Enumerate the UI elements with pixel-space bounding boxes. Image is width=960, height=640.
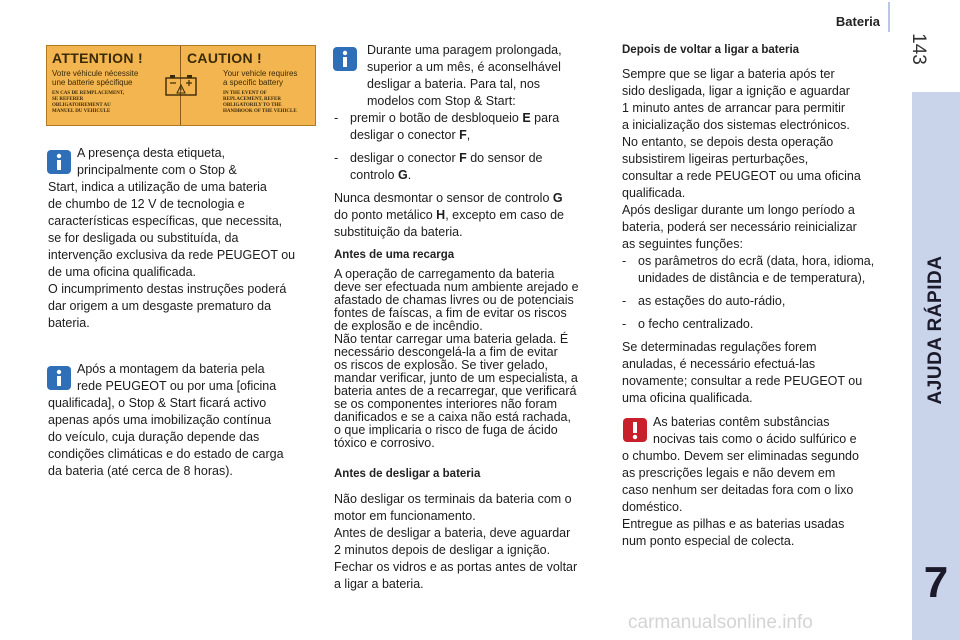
body-line: qualificada.	[622, 186, 686, 200]
label-left-small-line: MANUEL DU VEHICULE	[52, 109, 111, 114]
note-line: as prescrições legais e não devem em	[622, 466, 836, 480]
note-line: principalmente com o Stop &	[77, 163, 237, 177]
body-line: subsistirem ligeiras perturbações,	[622, 152, 809, 166]
step-letter: F	[459, 128, 467, 142]
note-line: intervenção exclusiva da rede PEUGEOT ou	[48, 248, 296, 262]
body-line: Antes de desligar a bateria, deve aguardar	[334, 526, 571, 540]
header-divider	[888, 2, 890, 32]
body-line: a inicialização dos sistemas electrónicos.	[622, 118, 850, 132]
note-line: caso nenhum ser deitadas fora com o lixo	[622, 483, 854, 497]
label-left-sub-line: Votre véhicule nécessite	[52, 69, 139, 78]
body-line: o que implicaria o risco de fuga de ácido	[334, 423, 558, 437]
step-text: premir o botão de desbloqueio	[350, 111, 523, 125]
page-number: 143	[908, 33, 929, 65]
label-right-sub-line: Your vehicle requires	[223, 69, 298, 78]
section-heading-disconnect: Antes de desligar a bateria	[334, 468, 481, 480]
label-left-small-line: OBLIGATOIREMENT AU	[52, 103, 111, 108]
body-line: danificados e se a caixa não está rachada,	[334, 410, 571, 424]
body-line: A operação de carregamento da bateria	[334, 267, 555, 281]
label-right-small-line: OBLIGATORILY TO THE	[223, 103, 282, 108]
dash-bullet: -	[622, 317, 627, 331]
body-text: substituição da bateria.	[334, 225, 463, 239]
note-line: modelos com Stop & Start:	[367, 94, 516, 108]
step-text: desligar o conector	[350, 151, 460, 165]
page-title: Bateria	[835, 14, 880, 29]
label-english	[182, 46, 316, 125]
note-line: qualificada], o Stop & Start ficará activo	[48, 396, 267, 410]
body-line: Não tentar carregar uma bateria gelada. É	[334, 332, 569, 346]
body-line: as seguintes funções:	[622, 237, 743, 251]
label-left-small-line: SE REFERER	[52, 97, 84, 102]
body-line: a ligar a bateria.	[334, 577, 424, 591]
body-line: afastado de chamas livres ou de potenciais	[334, 293, 574, 307]
body-line: bateria, poderá ser necessário reinicializar	[622, 220, 857, 234]
body-line: No entanto, se depois desta operação	[622, 135, 834, 149]
body-line: de explosão e de incêndio.	[334, 319, 483, 333]
note-line: se for desligada ou substituída, da	[48, 231, 239, 245]
step-text: desligar o conector	[350, 128, 460, 142]
note-line: condições climáticas e do estado de carga	[48, 447, 284, 461]
step-letter: F	[459, 151, 467, 165]
label-left-subtext	[52, 69, 175, 87]
body-text: Nunca desmontar o sensor de controlo	[334, 191, 553, 205]
body-text: , excepto em caso de	[445, 208, 565, 222]
body-text: do ponto metálico	[334, 208, 437, 222]
dash-bullet: -	[334, 111, 339, 125]
body-line: novamente; consultar a rede PEUGEOT ou	[622, 374, 863, 388]
body-line: Fechar os vidros e as portas antes de voltar	[334, 560, 578, 574]
reset-function-item	[622, 253, 896, 287]
body-line: os riscos de explosão. Se tiver gelado,	[334, 358, 549, 372]
body-line: bateria antes de a recarregar, que verificará	[334, 384, 577, 398]
body-line: Não desligar os terminais da bateria com o	[334, 492, 572, 506]
body-line: Se determinadas regulações forem	[622, 340, 817, 354]
step-text: para	[530, 111, 560, 125]
note-line: características específicas, que necessita,	[48, 214, 283, 228]
label-left-small-text	[52, 91, 132, 115]
body-line: uma oficina qualificada.	[622, 391, 753, 405]
note-line: de chumbo de 12 V de tecnologia e	[48, 197, 245, 211]
label-right-small-line: HANDBOOK OF THE VEHICLE	[223, 109, 297, 114]
body-line: fontes de faíscas, a fim de evitar os riscos	[334, 306, 567, 320]
note-line: do veículo, cuja duração depende das	[48, 430, 260, 444]
body-line: 1 minuto antes de arrancar para permitir	[622, 101, 846, 115]
body-line: sido desligada, ligar a ignição e aguardar	[622, 84, 850, 98]
step-text: do sensor de	[466, 151, 543, 165]
watermark: carmanualsonline.info	[628, 612, 813, 633]
step-text: ,	[466, 128, 471, 142]
note-line: nocivas tais como o ácido sulfúrico e	[653, 432, 857, 446]
label-left-heading: ATTENTION !	[52, 50, 143, 66]
reset-function-item	[622, 316, 896, 333]
note-line: Entregue as pilhas e as baterias usadas	[622, 517, 845, 531]
reset-function-item	[622, 293, 896, 310]
note-line: Após a montagem da bateria pela	[77, 362, 265, 376]
body-line: se os componentes interiores não foram	[334, 397, 558, 411]
label-left-sub-line: une batterie spécifique	[52, 78, 133, 87]
chapter-number: 7	[923, 558, 949, 607]
note-line: da bateria (até cerca de 8 horas).	[48, 464, 233, 478]
body-line: tóxico e corrosivo.	[334, 436, 435, 450]
ref-letter: H	[436, 208, 446, 222]
step-text: controlo	[350, 168, 398, 182]
note-line: dar origem a um desgaste prematuro da	[48, 299, 272, 313]
note-line: As baterias contêm substâncias	[653, 415, 830, 429]
body-line: Sempre que se ligar a bateria após ter	[622, 67, 835, 81]
note-line: superior a um mês, é aconselhável	[367, 60, 561, 74]
step-letter: E	[522, 111, 531, 125]
dash-bullet: -	[334, 151, 339, 165]
label-right-small-line: IN THE EVENT OF	[223, 91, 267, 96]
note-line: num ponto especial de colecta.	[622, 534, 795, 548]
label-right-heading: CAUTION !	[187, 50, 263, 66]
procedure-step	[334, 110, 606, 144]
stop-start-label-note	[48, 145, 320, 332]
item-text: unidades de distância e de temperatura),	[638, 271, 866, 285]
item-text: o fecho centralizado.	[638, 317, 754, 331]
label-right-subtext	[187, 69, 311, 87]
note-line: A presença desta etiqueta,	[77, 146, 226, 160]
disconnect-procedure	[334, 42, 606, 593]
body-line: necessário descongelá-la a fim de evitar	[334, 345, 558, 359]
note-line: desligar a bateria. Para tal, nos	[367, 77, 541, 91]
battery-disposal-warning	[622, 414, 896, 550]
note-line: apenas após uma imobilização contínua	[48, 413, 272, 427]
note-line: bateria.	[48, 316, 90, 330]
label-right-small-text	[223, 91, 303, 115]
battery-warning-label	[46, 45, 316, 126]
body-line: mandar verificar, junto de um especialista, a	[334, 371, 578, 385]
body-line: Após desligar durante um longo período a	[622, 203, 855, 217]
body-line: consultar a rede PEUGEOT ou uma oficina	[622, 169, 861, 183]
item-text: os parâmetros do ecrã (data, hora, idioma,	[638, 254, 875, 268]
item-text: as estações do auto-rádio,	[638, 294, 786, 308]
after-reconnect-section	[622, 42, 896, 407]
dash-bullet: -	[622, 254, 627, 268]
body-line: 2 minutos depois de desligar a ignição.	[334, 543, 551, 557]
note-line: Start, indica a utilização de uma bateria	[48, 180, 267, 194]
procedure-step	[334, 150, 606, 184]
body-line: anuladas, é necessário efectuá-las	[622, 357, 816, 371]
body-line: motor em funcionamento.	[334, 509, 476, 523]
chapter-tab-label: AJUDA RÁPIDA	[925, 255, 946, 405]
step-text: .	[407, 168, 412, 182]
step-letter: G	[397, 168, 408, 182]
stop-start-activation-note	[48, 361, 320, 480]
note-line: O incumprimento destas instruções poderá	[48, 282, 287, 296]
label-right-sub-line: a specific battery	[223, 78, 284, 87]
label-left-small-line: EN CAS DE REMPLACEMENT,	[52, 91, 125, 96]
note-line: doméstico.	[622, 500, 683, 514]
section-heading-recharge: Antes de uma recarga	[334, 249, 455, 261]
note-line: de uma oficina qualificada.	[48, 265, 197, 279]
recharge-text	[334, 268, 606, 450]
label-french	[47, 46, 181, 125]
dash-bullet: -	[622, 294, 627, 308]
ref-letter: G	[552, 191, 563, 205]
section-heading-reconnect: Depois de voltar a ligar a bateria	[622, 44, 800, 56]
note-line: o chumbo. Devem ser eliminadas segundo	[622, 449, 859, 463]
note-line: rede PEUGEOT ou por uma [oficina	[77, 379, 277, 393]
body-line: deve ser efectuada num ambiente arejado e	[334, 280, 579, 294]
label-right-small-line: REPLACEMENT, REFER	[223, 97, 281, 102]
note-line: Durante uma paragem prolongada,	[367, 43, 562, 57]
